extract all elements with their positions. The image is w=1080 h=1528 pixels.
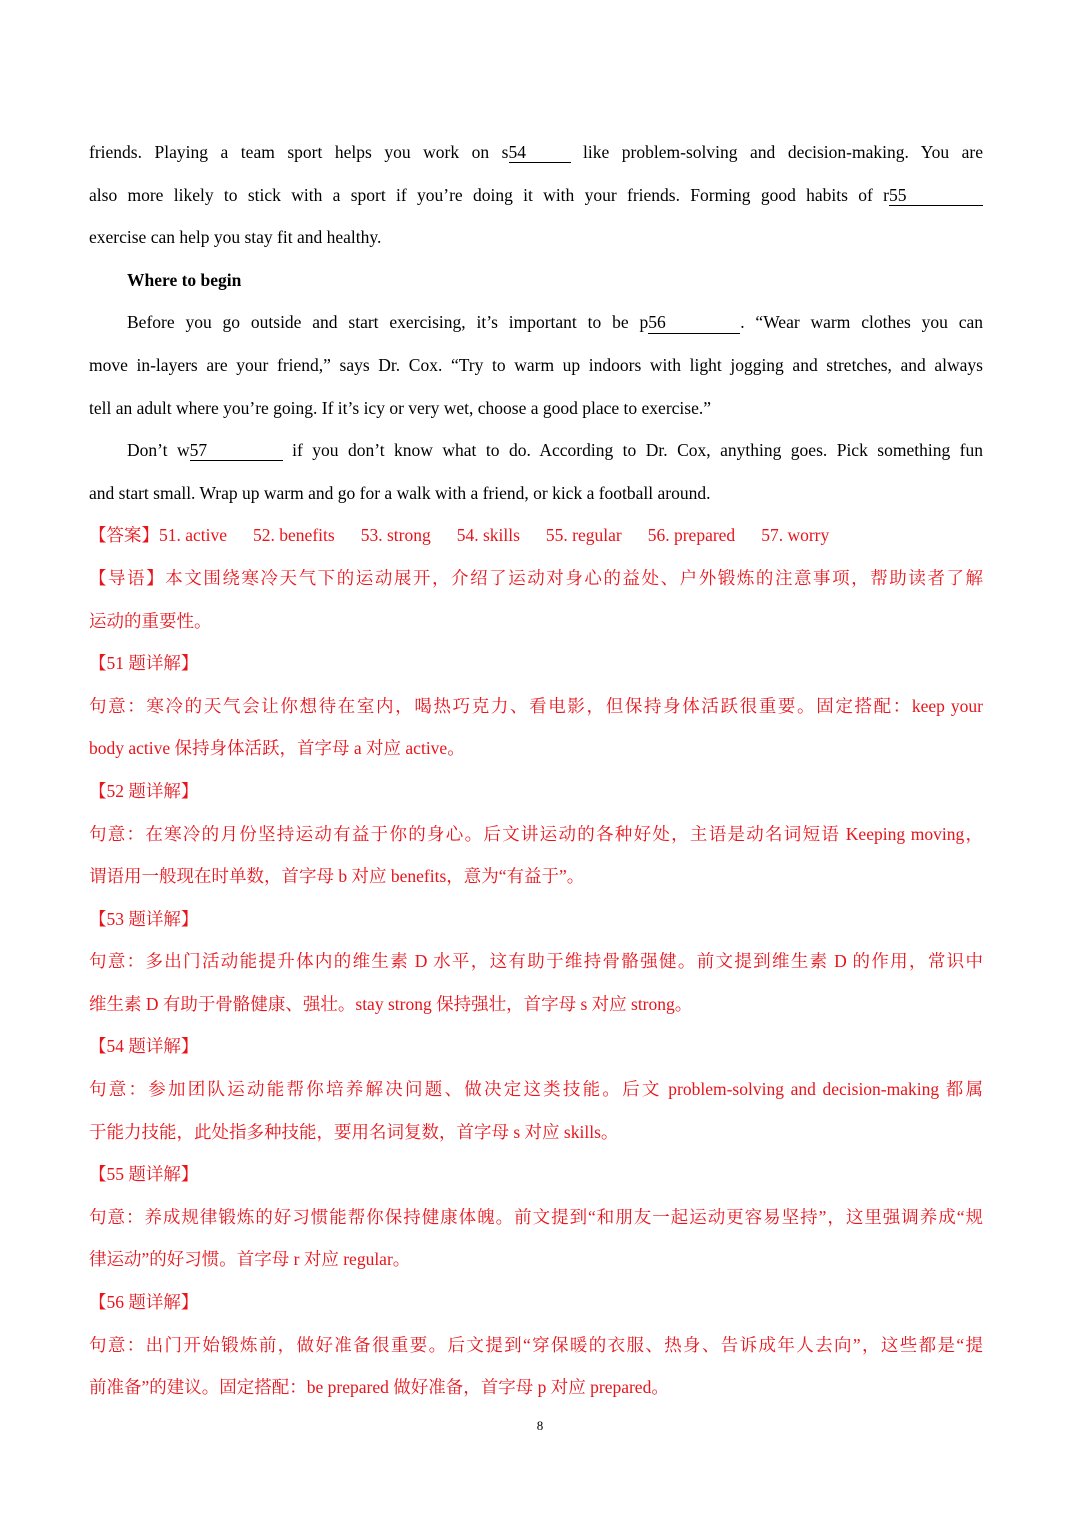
heading-text: Where to begin (127, 269, 242, 290)
blank-57: 57 (190, 441, 283, 461)
guide-text: 运动的重要性。 (89, 610, 212, 631)
explanation-line: 句意：出门开始锻炼前，做好准备很重要。后文提到“穿保暖的衣服、热身、告诉成年人去向”，这些都是“提 (89, 1334, 983, 1355)
explanation-line: 句意：寒冷的天气会让你想待在室内，喝热巧克力、看电影，但保持身体活跃很重要。固定搭配：keep your (89, 695, 983, 716)
explanation-line: 于能力技能，此处指多种技能，要用名词复数，首字母 s 对应 skills。 (89, 1121, 619, 1142)
passage-text: move in-layers are your friend,” says Dr. Cox. “Try to warm up indoors with light jogging and stretches, and always (89, 354, 983, 375)
passage-text: Before you go outside and start exercising, it’s important to be p (127, 312, 649, 333)
explanation-line: 句意：在寒冷的月份坚持运动有益于你的身心。后文讲运动的各种好处，主语是动名词短语 Keeping moving， (89, 823, 983, 844)
guide-text: 【导语】本文围绕寒冷天气下的运动展开，介绍了运动对身心的益处、户外锻炼的注意事项，帮助读者了解 (89, 567, 983, 588)
answer-item: 52. benefits (253, 525, 335, 546)
passage-line (89, 131, 983, 174)
passage-line (89, 387, 983, 430)
passage-line (89, 429, 983, 472)
answer-item: 51. active (159, 525, 228, 546)
guide-line (89, 600, 983, 643)
guide-line (89, 557, 983, 600)
explanation-line: 前准备”的建议。固定搭配：be prepared 做好准备，首字母 p 对应 prepared。 (89, 1377, 669, 1398)
passage-line (89, 344, 983, 387)
passage-text: also more likely to stick with a sport if you’re doing it with your friends. Forming good habits of r (89, 184, 889, 205)
explanation-line: body active 保持身体活跃，首字母 a 对应 active。 (89, 738, 465, 759)
passage-text: Don’t w (127, 440, 190, 461)
explanation-title-51: 【51 题详解】 (89, 653, 199, 674)
blank-56: 56 (648, 313, 740, 333)
passage-text: like problem-solving and decision-making. You are (570, 142, 983, 162)
answer-item: 57. worry (761, 525, 830, 546)
explanation-title-53: 【53 题详解】 (89, 908, 199, 929)
answer-item: 53. strong (360, 525, 431, 546)
passage-text: exercise can help you stay fit and healthy. (89, 227, 382, 248)
explanation-title-54: 【54 题详解】 (89, 1036, 199, 1057)
explanation-line: 句意：参加团队运动能帮你培养解决问题、做决定这类技能。后文 problem-solving and decision-making 都属 (89, 1079, 983, 1100)
passage-line (89, 301, 983, 344)
page-content (89, 131, 983, 1409)
blank-55: 55 (889, 186, 983, 206)
passage-text: and start small. Wrap up warm and go for a walk with a friend, or kick a football around. (89, 482, 711, 503)
passage-line (89, 174, 983, 217)
passage-text: . “Wear warm clothes you can (740, 312, 983, 333)
answer-key (89, 514, 983, 557)
answer-item: 56. prepared (647, 525, 736, 546)
explanation-line: 律运动”的好习惯。首字母 r 对应 regular。 (89, 1249, 411, 1270)
passage-line (89, 472, 983, 515)
explanation-title-56: 【56 题详解】 (89, 1292, 199, 1313)
explanation-title-55: 【55 题详解】 (89, 1164, 199, 1185)
passage-text: if you don’t know what to do. According to Dr. Cox, anything goes. Pick something fun (282, 440, 983, 461)
explanation-line: 句意：养成规律锻炼的好习惯能帮你保持健康体魄。前文提到“和朋友一起运动更容易坚持”，这里强调养成“规 (89, 1206, 983, 1227)
answer-label: 【答案】 (89, 525, 159, 546)
explanation-line: 谓语用一般现在时单数，首字母 b 对应 benefits，意为“有益于”。 (89, 866, 585, 887)
passage-text: friends. Playing a team sport helps you work on s (89, 142, 509, 162)
passage-text: tell an adult where you’re going. If it’s icy or very wet, choose a good place to exercise.” (89, 397, 711, 418)
explanation-line: 句意：多出门活动能提升体内的维生素 D 水平，这有助于维持骨骼强健。前文提到维生素 D 的作用，常识中 (89, 951, 983, 972)
blank-54: 54 (509, 143, 571, 163)
answer-item: 54. skills (456, 525, 520, 546)
passage-line (89, 216, 983, 259)
section-heading (89, 259, 983, 302)
page-number: 8 (536, 1418, 544, 1433)
explanation-line: 维生素 D 有助于骨骼健康、强壮。stay strong 保持强壮，首字母 s 对应 strong。 (89, 993, 693, 1014)
answer-item: 55. regular (545, 525, 622, 546)
explanation-title-52: 【52 题详解】 (89, 780, 199, 801)
